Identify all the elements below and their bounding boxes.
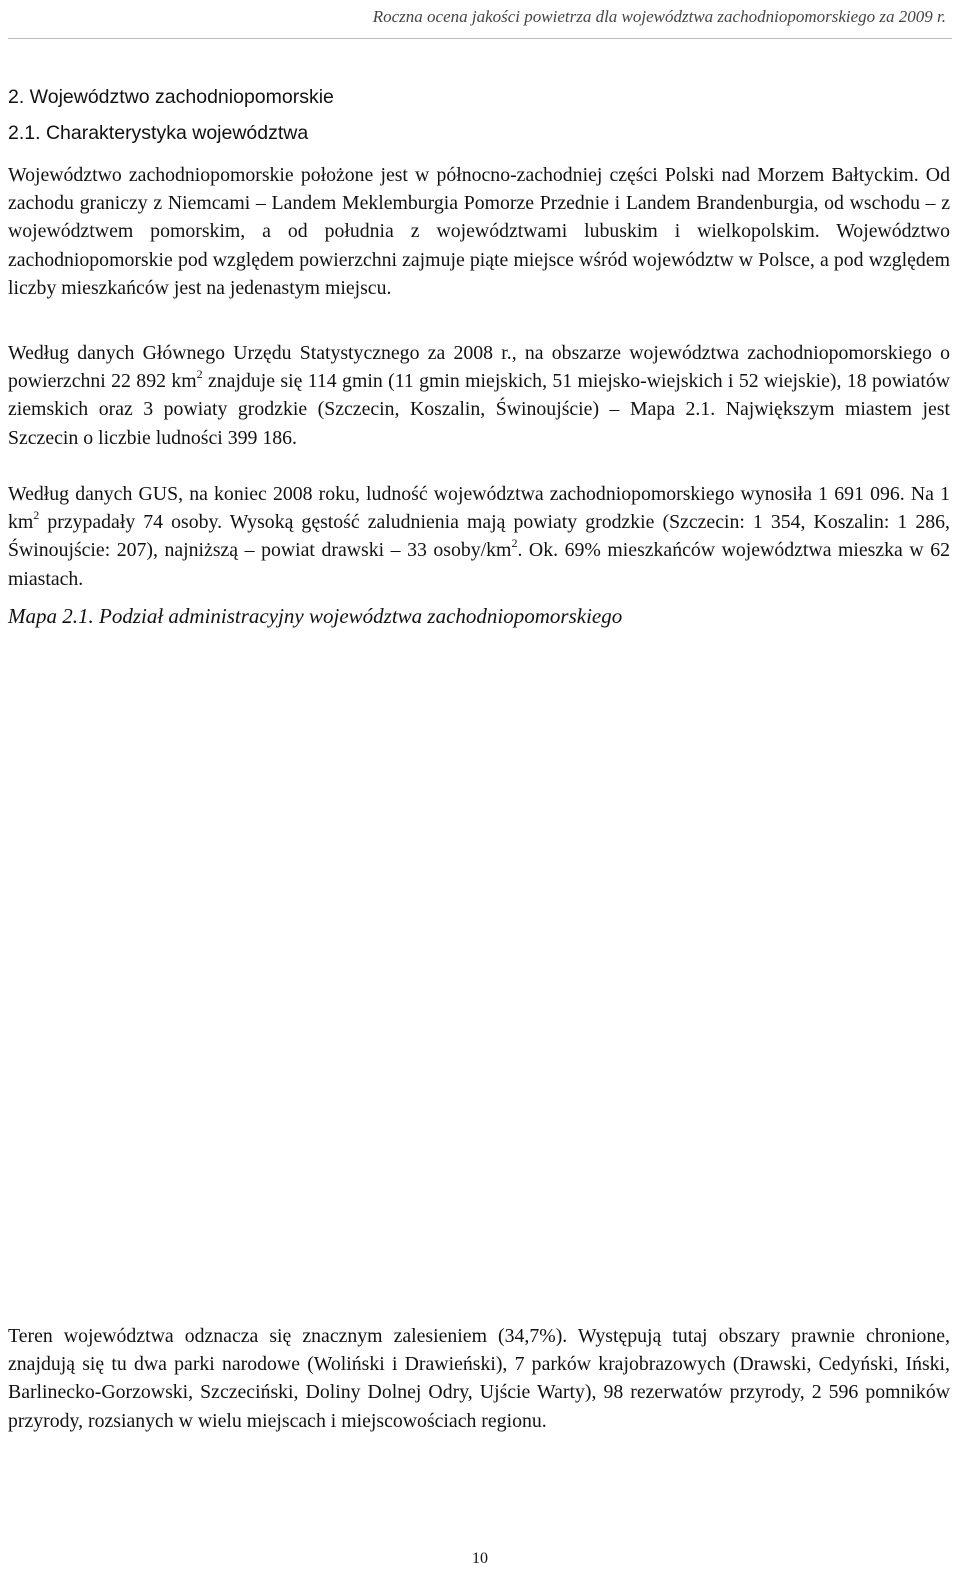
paragraph-population-text-1: Według danych GUS, na koniec 2008 roku, ludność województwa zachodniopomorskiego wynosiła 1 691 096. Na 1 km: [8, 483, 950, 534]
paragraph-population-text-2: przypadały 74 osoby. Wysoką gęstość zaludnienia mają powiaty grodzkie (Szczecin: 1 354, Koszalin: 1 286, Świnoujście: 207), najniższą – powiat drawski – 33 osoby/km: [8, 511, 950, 562]
paragraph-location: Województwo zachodniopomorskie położone jest w północno-zachodniej części Polski nad Morzem Bałtyckim. Od zachodu graniczy z Niemcami – Landem Meklemburgia Pomorze Przednie i Landem Brandenburgia, od wschodu – z województwem pomorskim, a od południa z województwami lubuskim i wielkopolskim. Województwo zachodniopomorskie pod względem powierzchni zajmuje piąte miejsce wśród województw w Polsce, a pod względem liczby mieszkańców jest na jedenastym miejscu.: [8, 164, 950, 299]
section-title: 2. Województwo zachodniopomorskie: [8, 86, 334, 108]
superscript: 2: [511, 536, 518, 551]
paragraph-administration: [8, 339, 950, 452]
page-number: 10: [472, 1550, 488, 1567]
paragraph-administration-text-2: znajduje się 114 gmin (11 gmin miejskich, 51 miejsko-wiejskich i 52 wiejskie), 18 powiatów ziemskich oraz 3 powiaty grodzkie (Szczecin, Koszalin, Świnoujście) – Mapa 2.1. Największym miastem jest Szczecin o liczbie ludności 399 186.: [8, 370, 950, 449]
paragraph-administration-text-1: Według danych Głównego Urzędu Statystycznego za 2008 r., na obszarze województwa zachodniopomorskiego o powierzchni 22 892 km: [8, 342, 950, 393]
paragraph-nature: Teren województwa odznacza się znacznym zalesieniem (34,7%). Występują tutaj obszary prawnie chronione, znajdują się tu dwa parki narodowe (Woliński i Drawieński), 7 parków krajobrazowych (Drawski, Cedyński, Iński, Barlinecko-Gorzowski, Szczeciński, Doliny Dolnej Odry, Ujście Warty), 98 rezerwatów przyrody, 2 596 pomników przyrody, rozsianych w wielu miejscach i miejscowościach regionu.: [8, 1325, 950, 1432]
superscript: 2: [196, 367, 203, 382]
header-divider: [8, 38, 952, 39]
running-header: Roczna ocena jakości powietrza dla województwa zachodniopomorskiego za 2009 r.: [372, 7, 946, 26]
paragraph-population-text-3: . Ok. 69% mieszkańców województwa mieszka w 62 miastach.: [8, 539, 950, 590]
paragraph-population: [8, 480, 950, 593]
superscript: 2: [33, 508, 40, 523]
subsection-title: 2.1. Charakterystyka województwa: [8, 122, 309, 144]
map-caption: Mapa 2.1. Podział administracyjny województwa zachodniopomorskiego: [8, 604, 623, 628]
map-placeholder: [8, 640, 950, 1310]
